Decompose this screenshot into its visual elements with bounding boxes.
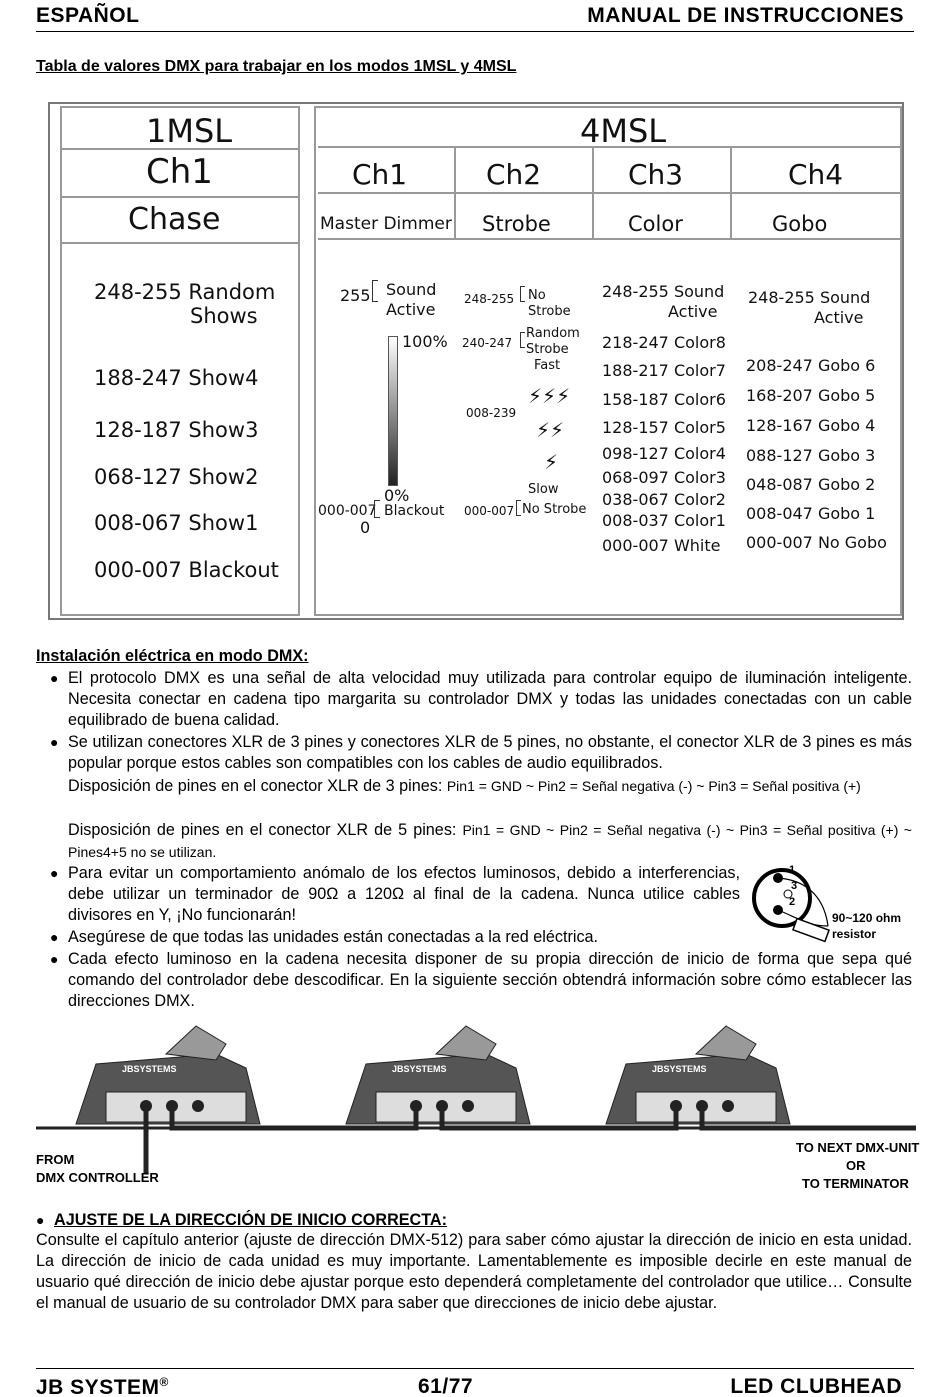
bullet-dot: ● <box>50 951 59 967</box>
ch3-row-color4: 098-127 Color4 <box>602 444 726 463</box>
ch2-random: Random <box>526 326 580 341</box>
xlr-terminator-illustration <box>748 856 918 946</box>
chain-brand-1: JBSYSTEMS <box>122 1064 177 1074</box>
bullet-dot: ● <box>50 929 59 945</box>
pinout-5pin-label: Disposición de pines en el conector XLR de 5 pines: <box>68 821 463 839</box>
xlr-pin-1: 1 <box>789 864 796 876</box>
dmx-chain-illustration <box>36 1024 916 1196</box>
msl1-row-show3: 128-187 Show3 <box>94 418 259 442</box>
strobe-medium-icon: ⚡⚡ <box>536 418 565 442</box>
ch2-nostrobe: No Strobe <box>522 502 587 517</box>
page-header <box>36 2 914 32</box>
ch3-row-color2: 038-067 Color2 <box>602 490 726 509</box>
chain-brand-2: JBSYSTEMS <box>392 1064 447 1074</box>
msl1-row-random: 248-255 Random <box>94 280 276 304</box>
strobe-fast-icon: ⚡⚡⚡ <box>528 384 571 408</box>
msl1-row-show2: 068-127 Show2 <box>94 465 259 489</box>
msl1-row-blackout: 000-007 Blackout <box>94 558 279 582</box>
resistor-label-1: 90~120 ohm <box>832 911 902 925</box>
to-label-1: TO NEXT DMX-UNIT <box>796 1140 920 1155</box>
ch1-zero: 0 <box>360 518 371 537</box>
ch4-row-gobo4: 128-167 Gobo 4 <box>746 416 876 435</box>
ch4-row-gobo3: 088-127 Gobo 3 <box>746 446 876 465</box>
bullet-terminator: ● Para evitar un comportamiento anómalo de los efectos luminosos, debido a interferencias, debe utilizar un terminador de 90Ω a 120Ω al final de la cadena. Nunca utilice cables divisores en Y, ¡No funcionarán! <box>50 864 740 924</box>
msl1-row-show4: 188-247 Show4 <box>94 366 259 390</box>
from-label-1: FROM <box>36 1152 75 1167</box>
to-label-2: OR <box>846 1158 866 1173</box>
page-footer <box>36 1368 914 1397</box>
panel-1msl <box>60 106 300 616</box>
ch3-row-color3: 068-097 Color3 <box>602 468 726 487</box>
ch1-active: Active <box>386 300 436 319</box>
ch1-000-007: 000-007 <box>318 503 377 519</box>
ch4-row-active: Active <box>814 308 864 327</box>
ch4-row-gobo5: 168-207 Gobo 5 <box>746 386 876 405</box>
pinout-3pin-detail: Pin1 = GND ~ Pin2 = Señal negativa (-) ~ Pin3 = Señal positiva (+) <box>446 778 861 794</box>
footer-product: LED CLUBHEAD <box>730 1375 902 1397</box>
xlr-pin-3: 3 <box>791 880 798 892</box>
address-title: AJUSTE DE LA DIRECCIÓN DE INICIO CORRECTA: <box>54 1211 448 1229</box>
ch1-100: 100% <box>402 332 448 351</box>
dimmer-gradient-bar <box>388 336 398 486</box>
ch3-function: Color <box>628 212 683 236</box>
bullet-dot: ● <box>50 734 59 750</box>
ch3-row-white: 000-007 White <box>602 536 721 555</box>
bullet-dot: ● <box>36 1212 45 1228</box>
ch3-row-color1: 008-037 Color1 <box>602 511 726 530</box>
ch2-label: Ch2 <box>486 158 542 191</box>
ch2-strobe2: Strobe <box>526 342 569 357</box>
bullet-xlr-connectors: ● Se utilizan conectores XLR de 3 pines y conectores XLR de 5 pines, no obstante, el conector XLR de 3 pines es más popular porque estos cables son compatibles con los cables de audio equilibrados. <box>50 733 912 772</box>
ch1-blackout: Blackout <box>384 503 445 519</box>
panel-4msl <box>314 106 902 616</box>
footer-registered-mark: ® <box>159 1375 169 1389</box>
ch2-r1: 248-255 <box>464 292 515 306</box>
ch1-function: Master Dimmer <box>320 214 452 234</box>
header-manual-title: MANUAL DE INSTRUCCIONES <box>587 4 904 27</box>
msl1-row-random-2: Shows <box>190 304 258 328</box>
strobe-slow-icon: ⚡ <box>544 450 559 474</box>
ch4-row-gobo1: 008-047 Gobo 1 <box>746 504 876 523</box>
footer-brand-wrap <box>36 1375 169 1397</box>
ch4-row-sound: 248-255 Sound <box>748 288 871 307</box>
ch2-r2: 240-247 <box>462 336 513 350</box>
resistor-label-2: resistor <box>832 927 877 941</box>
ch3-row-sound: 248-255 Sound <box>602 282 725 301</box>
install-title: Instalación eléctrica en modo DMX: <box>36 647 309 665</box>
ch2-r3: 008-239 <box>466 406 517 420</box>
ch3-row-color7: 188-217 Color7 <box>602 361 726 380</box>
bullet-dot: ● <box>50 670 59 686</box>
address-body: Consulte el capítulo anterior (ajuste de dirección DMX-512) para saber cómo ajustar la dirección de inicio en esta unidad. La dirección de inicio de cada unidad es muy importante. Lamentablemente es imposible decirle en este manual de usuario qué dirección de inicio debe ajustar porque esto dependerá completamente del controlador que utilice… Consulte el manual de usuario de su controlador DMX para saber que direcciones de inicio debe ajustar. <box>36 1231 912 1312</box>
ch3-label: Ch3 <box>628 158 684 191</box>
ch4-row-gobo6: 208-247 Gobo 6 <box>746 356 876 375</box>
bullet-start-address: ● Cada efecto luminoso en la cadena necesita disponer de su propia dirección de inicio de forma que sepa qué comando del controlador debe descodificar. En la siguiente sección obtendrá información sobre cómo establecer las direcciones DMX. <box>50 950 912 1010</box>
dmx-chain-diagram <box>36 1024 920 1196</box>
ch2-r4: 000-007 <box>464 504 515 518</box>
ch1-sound: Sound <box>386 280 437 299</box>
ch3-row-color8: 218-247 Color8 <box>602 333 726 352</box>
bullet-dot: ● <box>50 865 59 881</box>
from-label-2: DMX CONTROLLER <box>36 1170 159 1185</box>
msl4-title: 4MSL <box>580 112 667 150</box>
ch1-255: 255 <box>340 286 371 305</box>
ch4-function: Gobo <box>772 212 828 236</box>
table-section-title: Tabla de valores DMX para trabajar en los modos 1MSL y 4MSL <box>36 58 517 75</box>
bullet-dmx-protocol: ● El protocolo DMX es una señal de alta velocidad muy utilizada para controlar equipo de iluminación inteligente. Necesita conectar en cadena tipo margarita su controlador DMX y todas las unidades conectadas con un cable equilibrado de buena calidad. <box>50 669 912 729</box>
ch2-no: No <box>528 288 546 303</box>
dmx-values-table <box>48 102 904 620</box>
ch4-label: Ch4 <box>788 158 844 191</box>
ch1-0pct: 0% <box>384 486 410 505</box>
ch1-label: Ch1 <box>352 158 408 191</box>
ch4-row-gobo2: 048-087 Gobo 2 <box>746 475 876 494</box>
ch3-row-color5: 128-157 Color5 <box>602 418 726 437</box>
footer-brand: JB SYSTEM <box>36 1376 160 1397</box>
header-language: ESPAÑOL <box>36 4 140 27</box>
ch2-fast: Fast <box>534 358 561 373</box>
footer-page-number: 61/77 <box>418 1375 474 1397</box>
ch3-row-color6: 158-187 Color6 <box>602 390 726 409</box>
pinout-3pin <box>36 775 912 819</box>
msl1-title: 1MSL <box>146 112 233 150</box>
ch2-strobe: Strobe <box>528 304 571 319</box>
ch2-slow: Slow <box>528 482 559 497</box>
pinout-3pin-label: Disposición de pines en el conector XLR de 3 pines: <box>68 777 447 795</box>
pinout-5pin-detail: Pin1 = GND ~ Pin2 = Señal negativa (-) ~ Pin3 = Señal positiva (+) ~ Pines4+5 no se utilizan. <box>68 822 912 860</box>
chain-brand-3: JBSYSTEMS <box>652 1064 707 1074</box>
msl1-function: Chase <box>128 202 221 237</box>
to-label-3: TO TERMINATOR <box>802 1176 909 1191</box>
bullet-power: ● Asegúrese de que todas las unidades están conectadas a la red eléctrica. <box>50 928 599 946</box>
msl1-row-show1: 008-067 Show1 <box>94 511 259 535</box>
ch4-row-nogobo: 000-007 No Gobo <box>746 533 887 552</box>
address-title-row <box>36 1210 447 1231</box>
msl1-channel: Ch1 <box>146 152 213 192</box>
ch3-row-active: Active <box>668 302 718 321</box>
xlr-pin-2: 2 <box>789 896 796 908</box>
ch2-function: Strobe <box>482 212 551 236</box>
